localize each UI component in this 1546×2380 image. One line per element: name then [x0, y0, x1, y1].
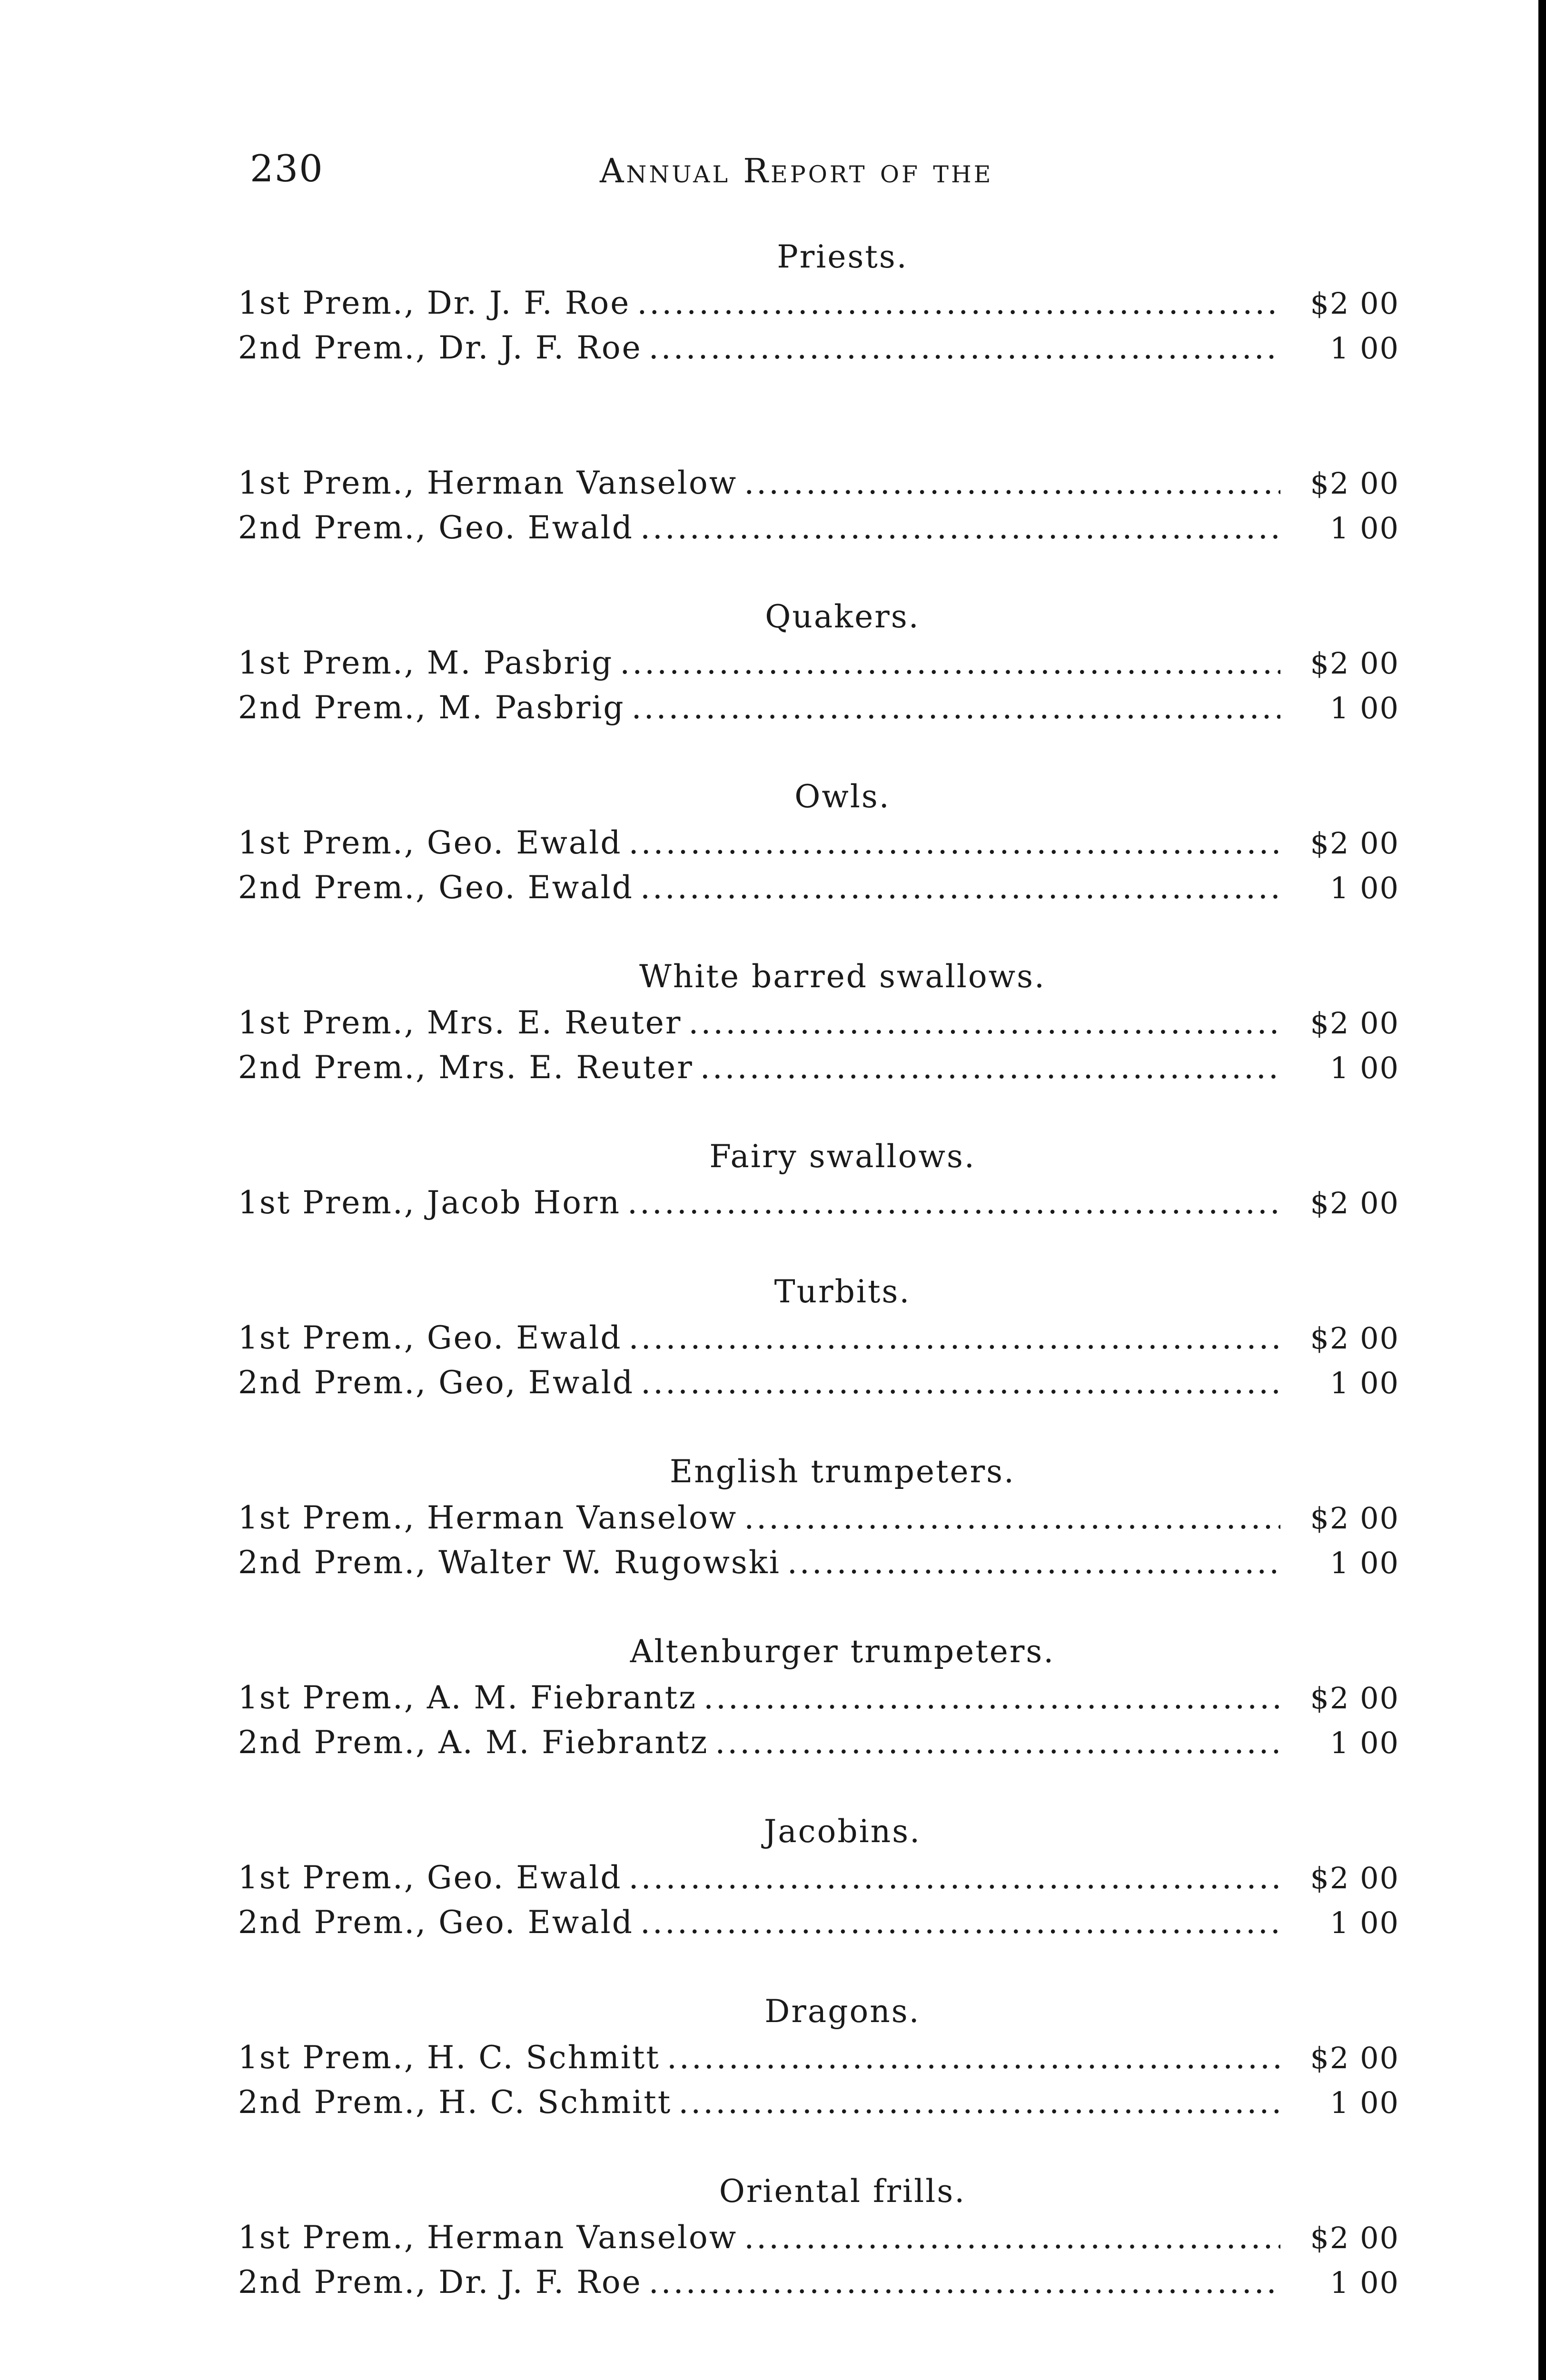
premium-section	[238, 593, 1399, 730]
premium-section	[238, 953, 1399, 1090]
entry-amount: 1 00	[1329, 1905, 1399, 1940]
entry-amount: 1 00	[1329, 691, 1399, 725]
premium-entry	[238, 1676, 1399, 1720]
entry-prize: 1st Prem., Herman Vanselow	[238, 2219, 738, 2256]
entry-prize: 1st Prem., Jacob Horn	[238, 1184, 621, 1221]
entry-prize: 1st Prem., Mrs. E. Reuter	[238, 1004, 682, 1041]
entry-amount: $2 00	[1310, 1861, 1399, 1895]
section-title: Quakers.	[765, 598, 920, 635]
premium-section	[238, 1808, 1399, 1945]
entry-amount: 1 00	[1329, 871, 1399, 905]
section-title: English trumpeters.	[670, 1453, 1015, 1490]
entry-prize: 2nd Prem., H. C. Schmitt	[238, 2084, 672, 2121]
entry-prize: 2nd Prem., Walter W. Rugowski	[238, 1544, 781, 1581]
premium-entry	[238, 2035, 1399, 2080]
premium-entry	[238, 326, 1399, 370]
running-title: Annual Report of the	[600, 151, 993, 190]
premium-entry	[238, 2080, 1399, 2125]
section-title: Fairy swallows.	[709, 1138, 976, 1175]
premium-entry	[238, 1496, 1399, 1540]
premium-entry	[238, 1316, 1399, 1360]
premium-entry	[238, 1540, 1399, 1585]
entry-prize: 1st Prem., Herman Vanselow	[238, 465, 738, 501]
entry-prize: 2nd Prem., Geo. Ewald	[238, 869, 634, 906]
dot-leader	[678, 2080, 1280, 2125]
premium-entry	[238, 1900, 1399, 1945]
premium-section	[238, 1628, 1399, 1765]
entry-amount: $2 00	[1310, 1501, 1399, 1536]
dot-leader	[641, 1360, 1280, 1405]
premium-entry	[238, 1855, 1399, 1900]
entry-prize: 1st Prem., H. C. Schmitt	[238, 2039, 660, 2076]
section-title: Priests.	[777, 238, 908, 275]
dot-leader	[637, 281, 1280, 326]
entry-prize: 1st Prem., Geo. Ewald	[238, 824, 622, 861]
premium-entry	[238, 1045, 1399, 1090]
dot-leader	[640, 506, 1280, 550]
entry-prize: 1st Prem., M. Pasbrig	[238, 645, 614, 681]
entry-prize: 2nd Prem., Geo, Ewald	[238, 1364, 634, 1401]
premium-entry	[238, 281, 1399, 326]
dot-leader	[715, 1720, 1280, 1765]
dot-leader	[640, 865, 1280, 910]
page-number: 230	[250, 148, 324, 190]
entry-prize: 1st Prem., Dr. J. F. Roe	[238, 285, 631, 321]
entry-prize: 2nd Prem., Dr. J. F. Roe	[238, 329, 642, 366]
dot-leader	[700, 1045, 1280, 1090]
entry-amount: $2 00	[1310, 2041, 1399, 2075]
entry-amount: $2 00	[1310, 1186, 1399, 1220]
premium-entry	[238, 1180, 1399, 1225]
dot-leader	[704, 1676, 1280, 1720]
premium-section	[238, 1988, 1399, 2125]
premium-section	[238, 1133, 1399, 1225]
premium-entry	[238, 821, 1399, 865]
entry-amount: 1 00	[1329, 2265, 1399, 2300]
dot-leader	[787, 1540, 1280, 1585]
entry-prize: 2nd Prem., A. M. Fiebrantz	[238, 1724, 709, 1761]
section-title: Jacobins.	[763, 1813, 922, 1850]
premium-entry	[238, 1360, 1399, 1405]
entry-amount: 1 00	[1329, 511, 1399, 545]
dot-leader	[629, 1316, 1280, 1360]
entry-prize: 2nd Prem., Mrs. E. Reuter	[238, 1049, 694, 1086]
entry-amount: $2 00	[1310, 646, 1399, 681]
premium-section	[238, 233, 1399, 370]
entry-amount: $2 00	[1310, 2221, 1399, 2255]
dot-leader	[629, 1855, 1280, 1900]
entry-prize: 1st Prem., Herman Vanselow	[238, 1499, 738, 1536]
dot-leader	[744, 2215, 1280, 2260]
dot-leader	[640, 1900, 1280, 1945]
premium-entry	[238, 865, 1399, 910]
entry-amount: 1 00	[1329, 2085, 1399, 2120]
entry-amount: $2 00	[1310, 1006, 1399, 1041]
premium-list	[238, 233, 1399, 2348]
entry-prize: 2nd Prem., Geo. Ewald	[238, 1904, 634, 1941]
section-title: Altenburger trumpeters.	[630, 1633, 1055, 1670]
dot-leader	[620, 641, 1280, 685]
entry-prize: 1st Prem., Geo. Ewald	[238, 1319, 622, 1356]
premium-entry	[238, 685, 1399, 730]
premium-entry	[238, 1720, 1399, 1765]
dot-leader	[649, 2260, 1280, 2305]
premium-entry	[238, 1001, 1399, 1045]
entry-amount: $2 00	[1310, 286, 1399, 321]
entry-amount: 1 00	[1329, 1546, 1399, 1580]
dot-leader	[627, 1180, 1280, 1225]
premium-section	[238, 2168, 1399, 2305]
dot-leader	[632, 685, 1280, 730]
entry-amount: 1 00	[1329, 1366, 1399, 1400]
premium-entry	[238, 641, 1399, 685]
section-title: Turbits.	[774, 1273, 911, 1310]
section-title	[238, 413, 1399, 461]
entry-amount: 1 00	[1329, 1726, 1399, 1760]
premium-section	[238, 1448, 1399, 1585]
premium-section	[238, 1268, 1399, 1405]
entry-prize: 2nd Prem., Dr. J. F. Roe	[238, 2264, 642, 2301]
dot-leader	[744, 461, 1280, 506]
dot-leader	[744, 1496, 1280, 1540]
dot-leader	[688, 1001, 1280, 1045]
premium-entry	[238, 461, 1399, 506]
entry-amount: $2 00	[1310, 826, 1399, 861]
dot-leader	[629, 821, 1280, 865]
premium-entry	[238, 2260, 1399, 2305]
entry-amount: 1 00	[1329, 1051, 1399, 1085]
premium-entry	[238, 506, 1399, 550]
entry-amount: 1 00	[1329, 331, 1399, 366]
entry-prize: 1st Prem., Geo. Ewald	[238, 1859, 622, 1896]
entry-amount: $2 00	[1310, 1321, 1399, 1356]
entry-amount: $2 00	[1310, 466, 1399, 501]
section-title: Oriental frills.	[719, 2173, 966, 2210]
dot-leader	[649, 326, 1280, 370]
entry-prize: 2nd Prem., M. Pasbrig	[238, 689, 625, 726]
scan-edge-right	[1538, 0, 1546, 2380]
premium-section	[238, 773, 1399, 910]
premium-section	[238, 413, 1399, 550]
entry-prize: 2nd Prem., Geo. Ewald	[238, 509, 634, 546]
premium-entry	[238, 2215, 1399, 2260]
entry-prize: 1st Prem., A. M. Fiebrantz	[238, 1679, 697, 1716]
section-title: Dragons.	[764, 1993, 921, 2030]
section-title: Owls.	[794, 778, 891, 815]
section-title: White barred swallows.	[639, 958, 1046, 995]
dot-leader	[667, 2035, 1280, 2080]
entry-amount: $2 00	[1310, 1681, 1399, 1716]
